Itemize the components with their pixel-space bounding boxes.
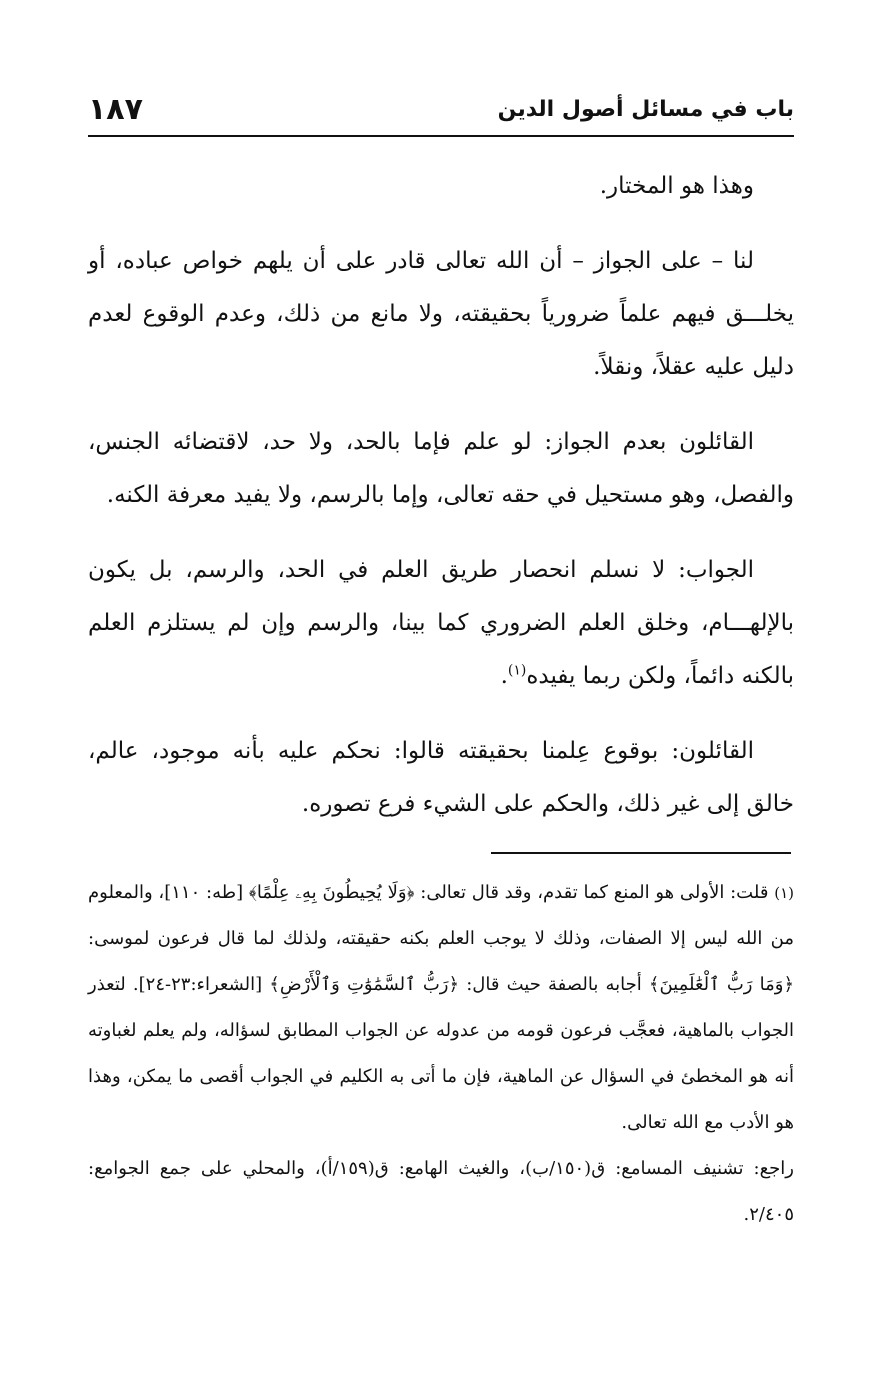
main-text [88, 160, 794, 853]
paragraph-4-text: الجواب: لا نسلم انحصار طريق العلم في الحد، والرسم، بل يكون بالإلهـــام، وخلق العلم الضروري كما بينا، والرسم وإن لم يستلزم العلم بالكنه دائماً، ولكن ربما يفيده [88, 557, 794, 689]
running-header [88, 86, 794, 132]
footnote-1 [88, 870, 794, 1146]
header-divider [88, 135, 794, 137]
footnote-text: قلت: الأولى هو المنع كما تقدم، وقد قال تعالى: ﴿وَلَا يُحِيطُونَ بِهِۦ عِلْمًا﴾ [طه: ١١٠]، والمعلوم من الله ليس إلا الصفات، وذلك لا يوجب العلم بكنه حقيقته، ولذلك لما قال فرعون لموسى: ﴿وَمَا رَبُّ ٱلْعَٰلَمِينَ﴾ أجابه بالصفة حيث قال: ﴿رَبُّ ٱلسَّمَٰوَٰتِ وَٱلْأَرْضِ﴾ [الشعراء:٢٣-٢٤]. لتعذر الجواب بالماهية، فعجَّب فرعون قومه من عدوله عن الجواب المطابق لسؤاله، ولم يعلم لغباوته أنه هو المخطئ في السؤال عن الماهية، فإن ما أتى به الكليم في الجواب أقصى ما يمكن، وهذا هو الأدب مع الله تعالى. [88, 882, 794, 1133]
paragraph-1: وهذا هو المختار. [599, 173, 754, 199]
footnote-references: راجع: تشنيف المسامع: ق(١٥٠/ب)، والغيث الهامع: ق(١٥٩/أ)، والمحلي على جمع الجوامع: ٢/٤٠٥. [88, 1158, 794, 1225]
footnote-divider [491, 852, 791, 854]
paragraph-4-end: . [500, 663, 508, 689]
footnotes [88, 870, 794, 1238]
paragraph-3: القائلون بعدم الجواز: لو علم فإما بالحد، ولا حد، لاقتضائه الجنس، والفصل، وهو مستحيل في حقه تعالى، وإما بالرسم، ولا يفيد معرفة الكنه. [88, 429, 794, 508]
chapter-title: باب في مسائل أصول الدين [497, 96, 794, 122]
paragraph-5: القائلون: بوقوع عِلمنا بحقيقته قالوا: نحكم عليه بأنه موجود، عالم، خالق إلى غير ذلك، والحكم على الشيء فرع تصوره. [88, 738, 794, 817]
page-number: ١٨٧ [88, 91, 143, 127]
footnote-reference[interactable]: (١) [507, 662, 527, 679]
footnote-number: (١) [774, 884, 794, 902]
paragraph-2: لنا – على الجواز – أن الله تعالى قادر على أن يلهم خواص عباده، أو يخلـــق فيهم علماً ضرورياً بحقيقته، ولا مانع من ذلك، وعدم الوقوع لعدم دليل عليه عقلاً، ونقلاً. [88, 248, 794, 380]
paragraph-4 [88, 544, 794, 703]
